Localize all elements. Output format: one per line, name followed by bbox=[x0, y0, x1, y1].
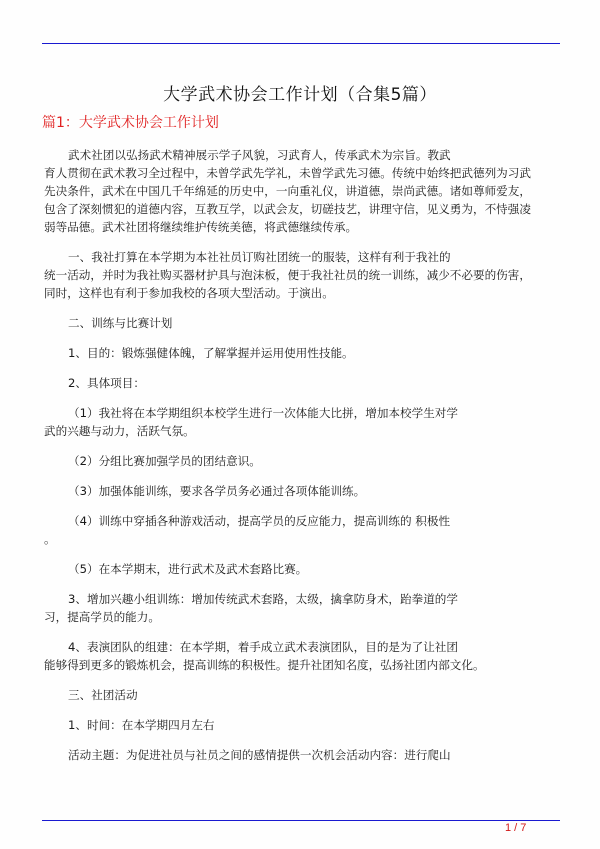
paragraph-uniforms bbox=[44, 248, 560, 302]
paragraph-purpose bbox=[44, 344, 560, 362]
text-line: 能够得到更多的锻炼机会，提高训练的积极性。提升社团知名度，弘扬社团内部文化。 bbox=[44, 658, 485, 672]
text-line: （4）训练中穿插各种游戏活动，提高学员的反应能力，提高训练的 积极性 bbox=[68, 514, 451, 528]
text-line: 先决条件，武术在中国几千年绵延的历史中，一向重礼仪，讲道德，崇尚武德。诸如尊师爱友， bbox=[44, 184, 531, 198]
section-heading: 篇1：大学武术协会工作计划 bbox=[42, 115, 219, 131]
paragraph-interest-groups bbox=[44, 590, 560, 626]
page-indicator: 1 / 7 bbox=[505, 822, 527, 834]
text-line: 弱等品德。武术社团将继续维护传统美德，将武德继续传承。 bbox=[44, 220, 358, 234]
paragraph-intro bbox=[44, 146, 560, 236]
paragraph-performance-team bbox=[44, 638, 560, 674]
text-line: 习，提高学员的能力。 bbox=[44, 610, 160, 624]
text-line: 。 bbox=[44, 532, 56, 546]
paragraph-item-2 bbox=[44, 452, 560, 470]
text-line: 包含了深刻惯犯的道德内容，互教互学，以武会友，切磋技艺，讲理守信，见义勇为，不恃强凌 bbox=[44, 202, 531, 216]
document-title: 大学武术协会工作计划（合集5篇） bbox=[163, 85, 437, 105]
text-line: （1）我社将在本学期组织本校学生进行一次体能大比拼，增加本校学生对学 bbox=[68, 406, 458, 420]
text-line: 1、时间：在本学期四月左右 bbox=[68, 718, 215, 732]
text-line: 一、我社打算在本学期为本社社员订购社团统一的服装，这样有利于我社的 bbox=[68, 250, 451, 264]
heading-training-plan bbox=[44, 314, 560, 332]
text-line: 活动主题：为促进社员与社员之间的感情提供一次机会活动内容：进行爬山 bbox=[68, 748, 451, 762]
paragraph-items-heading bbox=[44, 374, 560, 392]
footer-rule bbox=[42, 820, 560, 821]
text-line: 武术社团以弘扬武术精神展示学子风貌，习武育人，传承武术为宗旨。教武 bbox=[68, 148, 451, 162]
text-line: 同时，这样也有利于参加我校的各项大型活动。于演出。 bbox=[44, 286, 334, 300]
document-body bbox=[44, 146, 560, 776]
paragraph-item-1 bbox=[44, 404, 560, 440]
paragraph-item-3 bbox=[44, 482, 560, 500]
paragraph-item-4 bbox=[44, 512, 560, 548]
paragraph-item-5 bbox=[44, 560, 560, 578]
text-line: 2、具体项目： bbox=[68, 376, 145, 390]
text-line: 4、表演团队的组建：在本学期，着手成立武术表演团队，目的是为了让社团 bbox=[68, 640, 458, 654]
text-line: 育人贯彻在武术教习全过程中，未曾学武先学礼，未曾学武先习德。传统中始终把武德列为习武 bbox=[44, 166, 531, 180]
text-line: （3）加强体能训练，要求各学员务必通过各项体能训练。 bbox=[68, 484, 366, 498]
paragraph-time bbox=[44, 716, 560, 734]
paragraph-activity-theme bbox=[44, 746, 560, 764]
text-line: 二、训练与比赛计划 bbox=[68, 316, 173, 330]
text-line: 3、增加兴趣小组训练：增加传统武术套路，太级，擒拿防身术，跆拳道的学 bbox=[68, 592, 458, 606]
text-line: 1、目的：锻炼强健体魄，了解掌握并运用使用性技能。 bbox=[68, 346, 354, 360]
text-line: （5）在本学期末，进行武术及武术套路比赛。 bbox=[68, 562, 308, 576]
text-line: （2）分组比赛加强学员的团结意识。 bbox=[68, 454, 261, 468]
text-line: 武的兴趣与动力，活跃气氛。 bbox=[44, 424, 195, 438]
header-rule bbox=[42, 43, 560, 44]
text-line: 三、社团活动 bbox=[68, 688, 138, 702]
heading-club-activities bbox=[44, 686, 560, 704]
text-line: 统一活动，并时为我社购买器材护具与泡沫板，便于我社社员的统一训练，减少不必要的伤害， bbox=[44, 268, 531, 282]
